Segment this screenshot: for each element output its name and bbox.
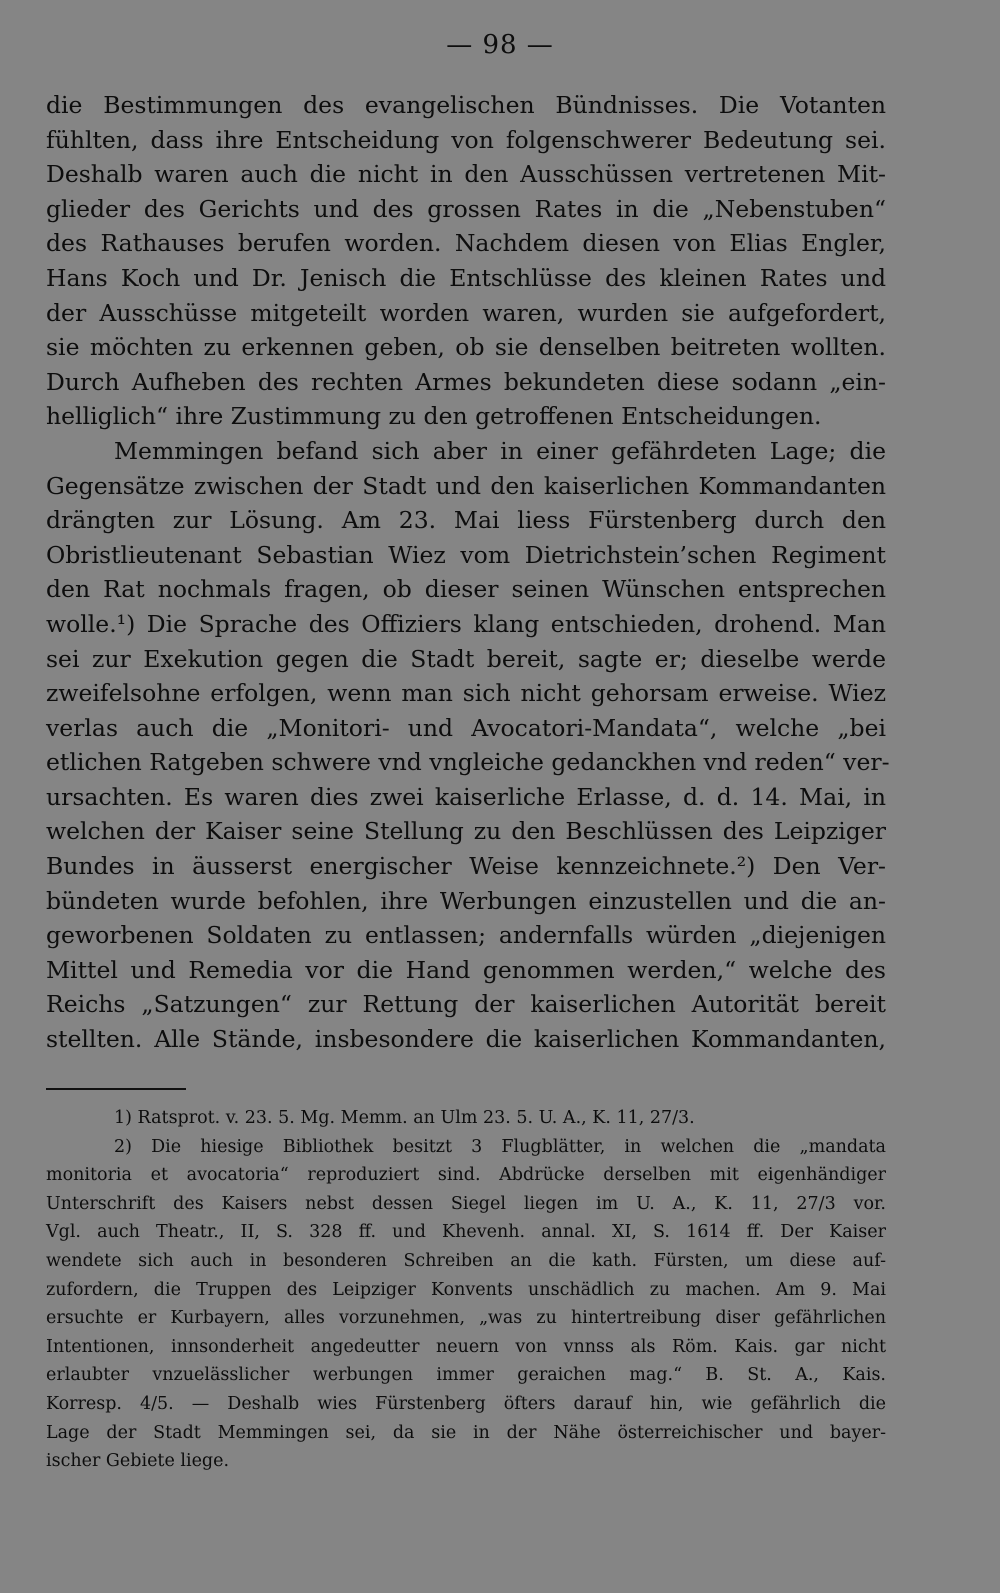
footnote-divider	[46, 1088, 186, 1090]
page-number: — 98 —	[446, 30, 554, 60]
body-line: Hans Koch und Dr. Jenisch die Entschlüsse des kleinen Rates und	[46, 263, 886, 292]
footnote-line: Unterschrift des Kaisers nebst dessen Siegel liegen im U. A., K. 11, 27/3 vor.	[46, 1193, 886, 1214]
body-line: die Bestimmungen des evangelischen Bündnisses. Die Votanten	[46, 91, 886, 119]
footnote-line: 1) Ratsprot. v. 23. 5. Mg. Memm. an Ulm 23. 5. U. A., K. 11, 27/3.	[114, 1108, 695, 1128]
footnote-line: ischer Gebiete liege.	[46, 1451, 230, 1472]
body-line: den Rat nochmals fragen, ob dieser seinen Wünschen entsprechen	[46, 575, 886, 604]
footnote-line: Vgl. auch Theatr., II, S. 328 ff. und Khevenh. annal. XI, S. 1614 ff. Der Kaiser	[46, 1222, 886, 1243]
footnotes	[46, 1104, 886, 1476]
footnote-line: Intentionen, innsonderheit angedeutter neuern von vnnss als Röm. Kais. gar nicht	[46, 1336, 886, 1357]
body-line: helliglich“ ihre Zustimmung zu den getroffenen Entscheidungen.	[46, 402, 822, 431]
body-line: Mittel und Remedia vor die Hand genommen werden,“ welche des	[46, 955, 886, 984]
body-line: Reichs „Satzungen“ zur Rettung der kaiserlichen Autorität bereit	[46, 990, 886, 1019]
body-line: sie möchten zu erkennen geben, ob sie denselben beitreten wollten.	[46, 333, 886, 362]
body-line: Durch Aufheben des rechten Armes bekundeten diese sodann „ein-	[46, 367, 886, 396]
footnote-line: ersuchte er Kurbayern, alles vorzunehmen, „was zu hintertreibung diser gefährlichen	[46, 1308, 886, 1329]
footnote-line: erlaubter vnzuelässlicher werbungen immer geraichen mag.“ B. St. A., Kais.	[46, 1365, 886, 1386]
body-line: sei zur Exekution gegen die Stadt bereit, sagte er; dieselbe werde	[46, 644, 886, 673]
body-line: etlichen Ratgeben schwere vnd vngleiche gedanckhen vnd reden“ ver-	[46, 748, 890, 777]
body-line: zweifelsohne erfolgen, wenn man sich nicht gehorsam erweise. Wiez	[46, 679, 886, 708]
footnote-line: Lage der Stadt Memmingen sei, da sie in der Nähe österreichischer und bayer-	[46, 1422, 886, 1443]
body-line: bündeten wurde befohlen, ihre Werbungen einzustellen und die an-	[46, 886, 886, 915]
body-line: wolle.¹) Die Sprache des Offiziers klang entschieden, drohend. Man	[46, 609, 886, 638]
footnote-line: 2) Die hiesige Bibliothek besitzt 3 Flugblätter, in welchen die „mandata	[114, 1136, 886, 1157]
body-line: der Ausschüsse mitgeteilt worden waren, wurden sie aufgefordert,	[46, 298, 886, 327]
footnote-line: zufordern, die Truppen des Leipziger Konvents unschädlich zu machen. Am 9. Mai	[46, 1279, 886, 1300]
body-line: des Rathauses berufen worden. Nachdem diesen von Elias Engler,	[46, 229, 886, 258]
body-line: geworbenen Soldaten zu entlassen; andernfalls würden „diejenigen	[46, 921, 886, 950]
body-line: Memmingen befand sich aber in einer gefährdeten Lage; die	[114, 436, 886, 465]
body-line: welchen der Kaiser seine Stellung zu den Beschlüssen des Leipziger	[46, 817, 886, 846]
footnote-line: monitoria et avocatoria“ reproduziert sind. Abdrücke derselben mit eigenhändiger	[46, 1165, 886, 1186]
footnote-line: wendete sich auch in besonderen Schreiben an die kath. Fürsten, um diese auf-	[46, 1250, 886, 1271]
body-line: Bundes in äusserst energischer Weise kennzeichnete.²) Den Ver-	[46, 852, 886, 881]
body-line: ursachten. Es waren dies zwei kaiserliche Erlasse, d. d. 14. Mai, in	[46, 782, 886, 811]
footnote-line: Korresp. 4/5. — Deshalb wies Fürstenberg öfters darauf hin, wie gefährlich die	[46, 1393, 886, 1414]
body-line: stellten. Alle Stände, insbesondere die kaiserlichen Kommandanten,	[46, 1025, 886, 1054]
body-text	[46, 88, 890, 1057]
body-line: drängten zur Lösung. Am 23. Mai liess Fürstenberg durch den	[46, 506, 886, 535]
body-line: Deshalb waren auch die nicht in den Ausschüssen vertretenen Mit-	[46, 160, 886, 189]
body-line: verlas auch die „Monitori- und Avocatori-Mandata“, welche „bei	[46, 713, 886, 742]
body-line: glieder des Gerichts und des grossen Rates in die „Nebenstuben“	[46, 194, 886, 223]
body-line: Gegensätze zwischen der Stadt und den kaiserlichen Kommandanten	[46, 471, 886, 500]
body-line: fühlten, dass ihre Entscheidung von folgenschwerer Bedeutung sei.	[46, 125, 886, 154]
body-line: Obristlieutenant Sebastian Wiez vom Dietrichstein’schen Regiment	[46, 540, 886, 569]
